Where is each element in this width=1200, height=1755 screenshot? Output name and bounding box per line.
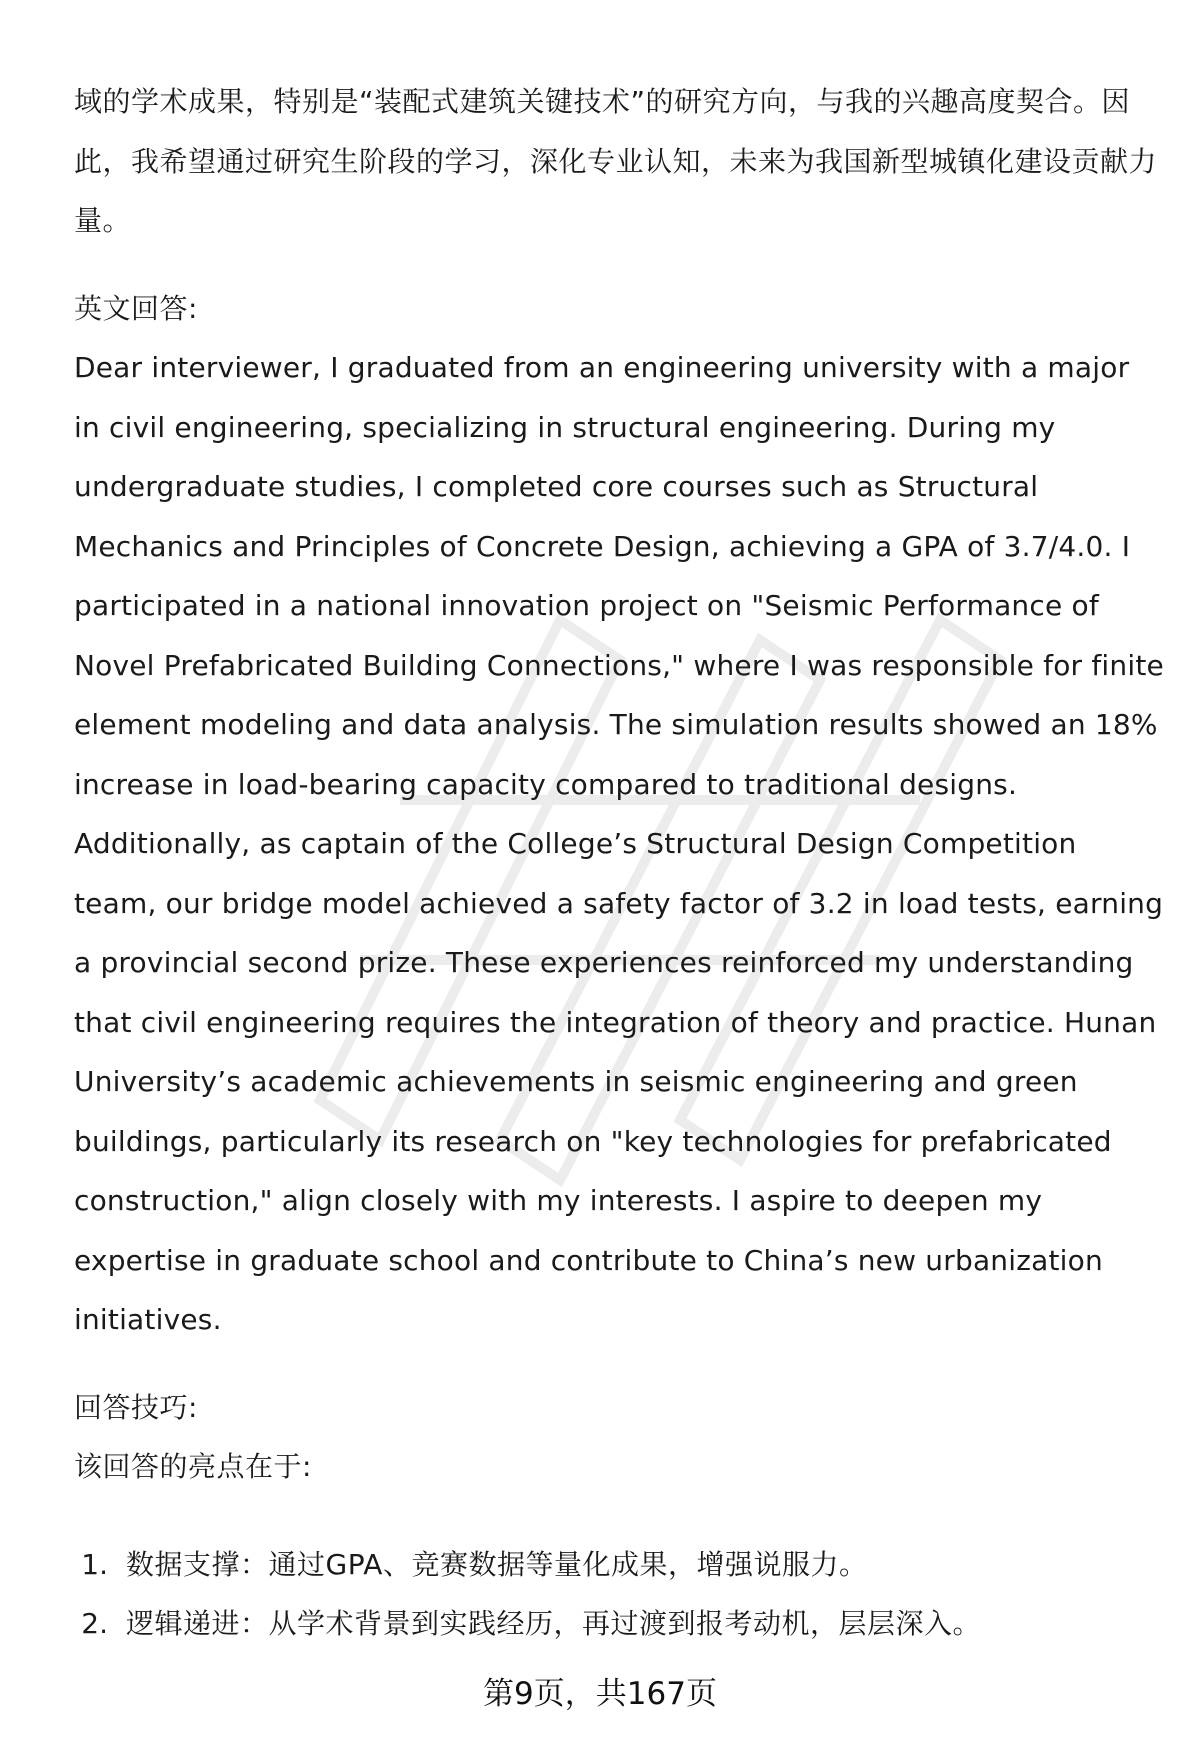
list-item-text: 数据支撑：通过GPA、竞赛数据等量化成果，增强说服力。 bbox=[126, 1547, 868, 1581]
page-footer: 第9页，共167页 bbox=[483, 1676, 717, 1712]
english-answer-paragraph: Dear interviewer, I graduated from an engineering university with a major in civil engineering, specializing in structural engineering. During my undergraduate studies, I completed core courses such as Structural Mechanics and Principles of Concrete Design, achieving a GPA of 3.7/4.0. I participated in a national innovation project on "Seismic Performance of Novel Prefabricated Building Connections," where I was responsible for finite element modeling and data analysis. The simulation results showed an 18% increase in load-bearing capacity compared to traditional designs. Additionally, as captain of the College’s Structural Design Competition team, our bridge model achieved a safety factor of 3.2 in load tests, earning a provincial second prize. These experiences reinforced my understanding that civil engineering requires the integration of theory and practice. Hunan University’s academic achievements in seismic engineering and green buildings, particularly its research on "key technologies for prefabricated construction," align closely with my interests. I aspire to deepen my expertise in graduate school and contribute to China’s new urbanization initiatives. bbox=[74, 351, 1164, 1336]
spacer bbox=[74, 1497, 1164, 1535]
cn-intro-paragraph: 域的学术成果，特别是“装配式建筑关键技术”的研究方向，与我的兴趣高度契合。因此，我希望通过研究生阶段的学习，深化专业认知，未来为我国新型城镇化建设贡献力量。 bbox=[74, 85, 1158, 237]
main-content bbox=[74, 72, 1164, 1654]
list-item-text: 逻辑递进：从学术背景到实践经历，再过渡到报考动机，层层深入。 bbox=[126, 1607, 982, 1640]
list-item bbox=[74, 1594, 1164, 1654]
spacer bbox=[74, 251, 1164, 279]
spacer bbox=[74, 1350, 1164, 1378]
english-answer-heading: 英文回答: bbox=[74, 291, 198, 325]
tips-list bbox=[74, 1535, 1164, 1654]
tips-heading: 回答技巧: bbox=[74, 1390, 198, 1424]
list-item-number: 1. bbox=[81, 1547, 108, 1581]
list-item-number: 2. bbox=[81, 1607, 108, 1640]
list-item bbox=[74, 1535, 1164, 1595]
tips-intro: 该回答的亮点在于: bbox=[74, 1450, 312, 1483]
